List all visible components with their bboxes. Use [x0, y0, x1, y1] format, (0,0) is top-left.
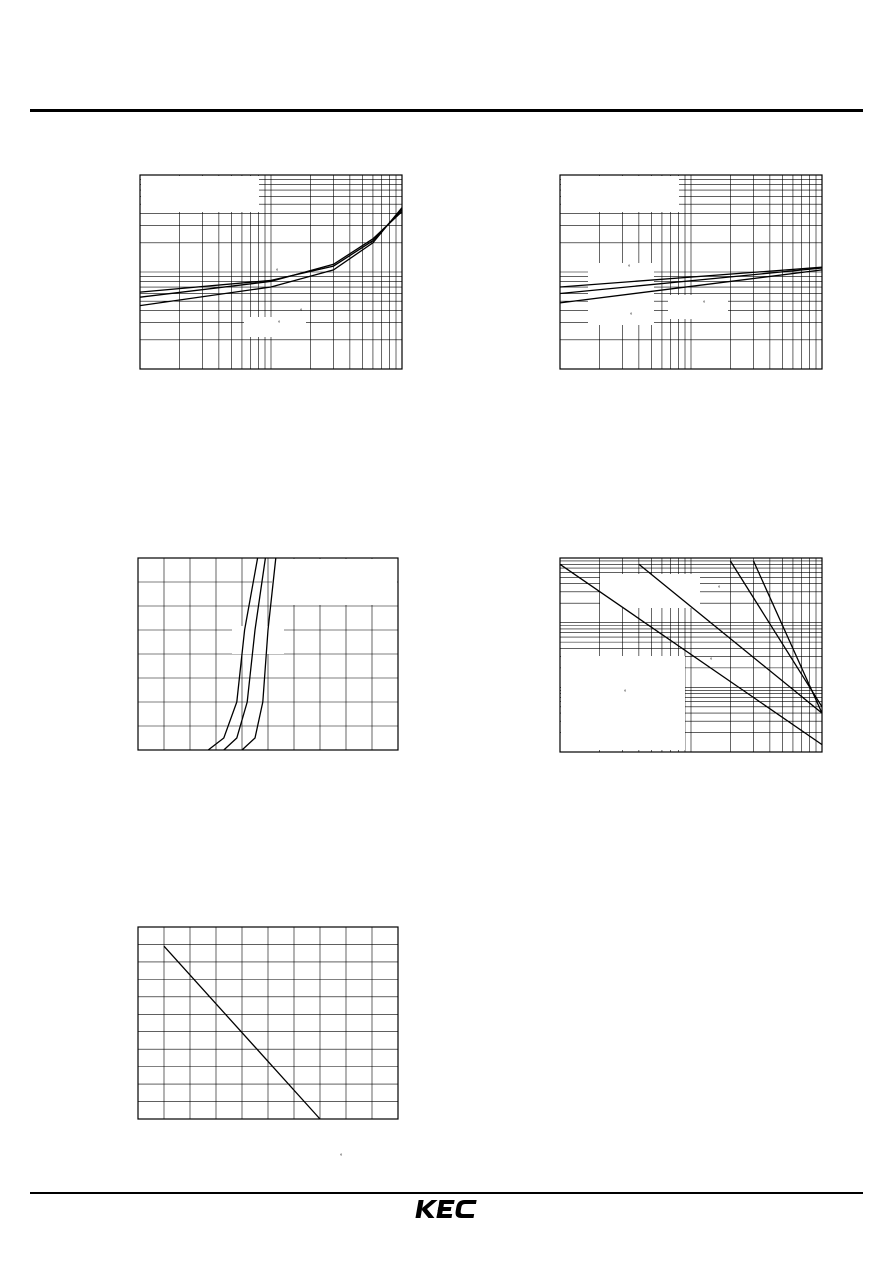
- degree-annotation: °: [300, 309, 303, 315]
- degree-annotation: °: [710, 658, 713, 664]
- chart-3-legend-box: [272, 559, 397, 605]
- chart-1: [140, 175, 402, 369]
- chart-4: [560, 558, 822, 752]
- degree-annotation: °: [628, 265, 631, 271]
- degree-annotation: °: [624, 690, 627, 696]
- chart-3-label-box: [232, 626, 284, 654]
- chart-2-legend-box: [561, 176, 679, 212]
- chart-5-grid: [138, 927, 398, 1119]
- degree-annotation: °: [278, 321, 281, 327]
- chart-3: [138, 558, 398, 750]
- chart-5-annotations: [335, 1150, 349, 1164]
- chart-4-legend-boxes: [561, 574, 700, 750]
- header-rule: [30, 109, 863, 112]
- chart-1-legend-boxes: [141, 176, 306, 337]
- chart-5: [138, 927, 398, 1119]
- footer-rule: [30, 1192, 863, 1194]
- degree-annotation: °: [703, 301, 706, 307]
- degree-annotation: °: [718, 586, 721, 592]
- degree-annotation: °: [276, 269, 279, 275]
- series-line: [730, 561, 822, 707]
- chart-2-label-box: [588, 263, 654, 325]
- chart-2-label-box-2: [668, 295, 728, 319]
- kec-logo: [413, 1198, 481, 1220]
- degree-annotation: °: [340, 1154, 343, 1160]
- degree-annotation: °: [630, 313, 633, 319]
- chart-2: [560, 175, 822, 369]
- chart-4-legend-box: [561, 656, 685, 750]
- chart-1-label-box: [244, 317, 306, 337]
- chart-1-legend-box: [141, 176, 259, 212]
